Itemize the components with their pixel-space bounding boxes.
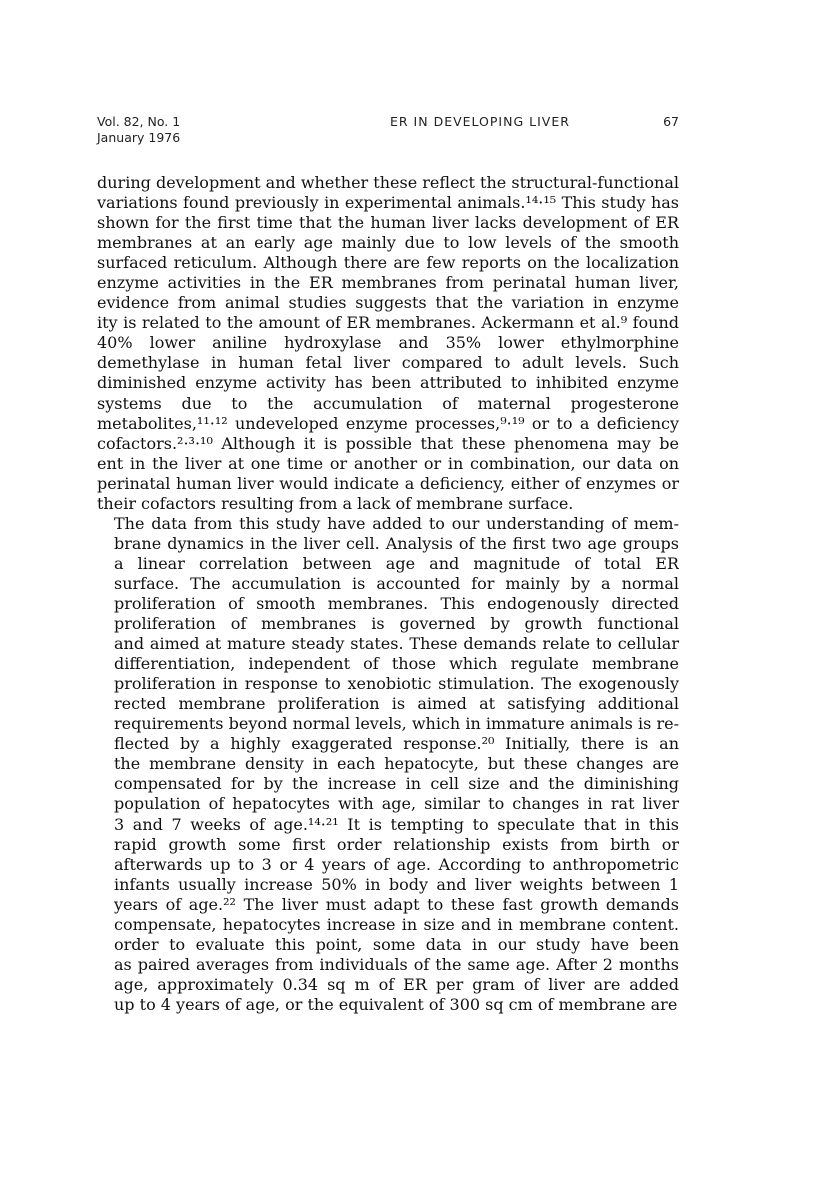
text-line: requirements beyond normal levels, which in immature animals is re- (114, 714, 679, 734)
text-line: surfaced reticulum. Although there are few reports on the localization (97, 253, 679, 273)
text-line: age, approximately 0.34 sq m of ER per gram of liver are added (114, 974, 679, 994)
text-line: a linear correlation between age and magnitude of total ER (114, 553, 679, 573)
text-line: The data from this study have added to our understanding of mem- (114, 513, 679, 533)
journal-volume: Vol. 82, No. 1 (97, 114, 181, 129)
text-line: surface. The accumulation is accounted for mainly by a normal (114, 573, 679, 593)
text-line: brane dynamics in the liver cell. Analysis of the first two age groups (114, 533, 679, 553)
text-line: flected by a highly exaggerated response.²⁰ Initially, there is an (114, 734, 679, 754)
journal-date: January 1976 (97, 130, 181, 145)
page-number: 67 (663, 114, 679, 129)
text-line: rected membrane proliferation is aimed at satisfying additional (114, 694, 679, 714)
text-line: and aimed at mature steady states. These demands relate to cellular (114, 634, 679, 654)
paragraph (97, 173, 679, 514)
text-line: differentiation, independent of those which regulate membrane (114, 654, 679, 674)
text-line: rapid growth some first order relationship exists from birth or (114, 834, 679, 854)
text-line: diminished enzyme activity has been attributed to inhibited enzyme (97, 373, 679, 393)
text-line: 40% lower aniline hydroxylase and 35% lower ethylmorphine (97, 333, 679, 353)
article-body (97, 173, 679, 1015)
text-line: the membrane density in each hepatocyte, but these changes are (114, 754, 679, 774)
text-line: proliferation of membranes is governed by growth functional (114, 614, 679, 634)
text-line: afterwards up to 3 or 4 years of age. According to anthropometric (114, 854, 679, 874)
text-line: enzyme activities in the ER membranes from perinatal human liver, (97, 273, 679, 293)
text-line: variations found previously in experimental animals.¹⁴·¹⁵ This study has (97, 193, 679, 213)
text-line: compensated for by the increase in cell size and the diminishing (114, 774, 679, 794)
text-line: their cofactors resulting from a lack of membrane surface. (97, 493, 574, 513)
text-line: years of age.²² The liver must adapt to these fast growth demands (114, 894, 679, 914)
text-line: ent in the liver at one time or another or in combination, our data on (97, 453, 679, 473)
text-line: cofactors.²·³·¹⁰ Although it is possible that these phenomena may be (97, 433, 679, 453)
paragraph (97, 514, 679, 1015)
text-line: as paired averages from individuals of the same age. After 2 months (114, 954, 679, 974)
text-line: compensate, hepatocytes increase in size and in membrane content. (114, 914, 679, 934)
text-line: shown for the first time that the human liver lacks development of ER (97, 213, 679, 233)
text-line: demethylase in human fetal liver compared to adult levels. Such (97, 353, 679, 373)
journal-citation (97, 114, 180, 146)
text-line: systems due to the accumulation of maternal progesterone (97, 393, 679, 413)
text-line: population of hepatocytes with age, similar to changes in rat liver (114, 794, 679, 814)
text-line: infants usually increase 50% in body and liver weights between 1 (114, 874, 679, 894)
text-line: proliferation of smooth membranes. This endogenously directed (114, 593, 679, 613)
text-line: during development and whether these reflect the structural-functional (97, 173, 679, 192)
text-line: proliferation in response to xenobiotic stimulation. The exogenously (114, 674, 679, 694)
text-line: perinatal human liver would indicate a deficiency, either of enzymes or (97, 473, 679, 493)
text-line: metabolites,¹¹·¹² undeveloped enzyme processes,⁹·¹⁹ or to a deficiency (97, 413, 679, 433)
running-title: ER IN DEVELOPING LIVER (390, 114, 570, 129)
text-line: ity is related to the amount of ER membranes. Ackermann et al.⁹ found (97, 313, 679, 333)
text-line: 3 and 7 weeks of age.¹⁴·²¹ It is tempting to speculate that in this (114, 814, 679, 834)
text-line: up to 4 years of age, or the equivalent of 300 sq cm of membrane are (114, 994, 678, 1014)
text-line: membranes at an early age mainly due to low levels of the smooth (97, 233, 679, 253)
text-line: evidence from animal studies suggests that the variation in enzyme (97, 293, 679, 313)
text-line: order to evaluate this point, some data in our study have been (114, 934, 679, 954)
